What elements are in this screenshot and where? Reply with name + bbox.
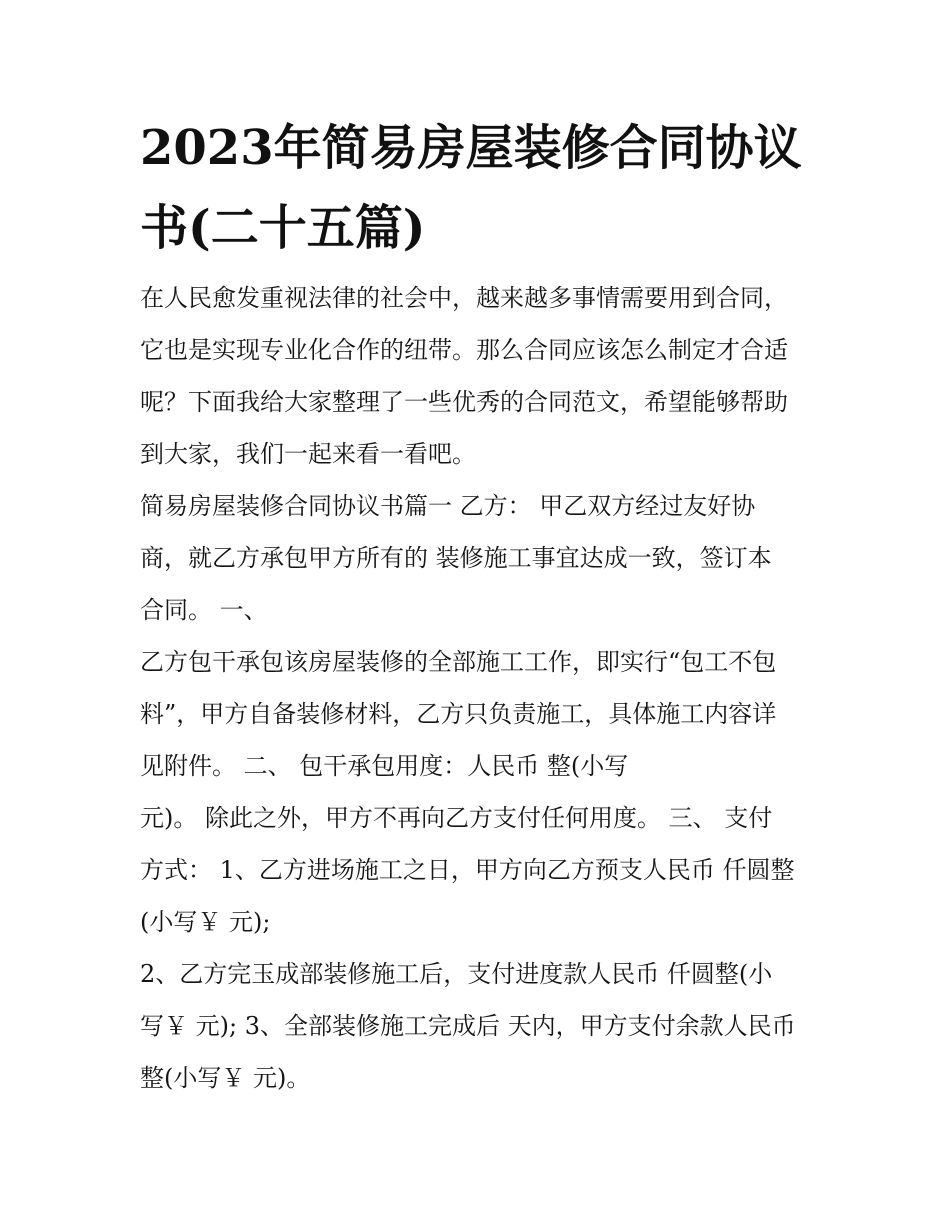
body-line-7: 合同。 一、: [140, 596, 268, 624]
body-line-14: 2、乙方完玉成部装修施工后，支付进度款人民币 仟圆整(小: [140, 960, 773, 988]
body-line-12: 方式： 1、乙方进场施工之日，甲方向乙方预支人民币 仟圆整: [140, 856, 795, 884]
body-line-1: 在人民愈发重视法律的社会中，越来越多事情需要用到合同，: [140, 284, 788, 312]
body-line-5: 简易房屋装修合同协议书篇一 乙方： 甲乙双方经过友好协: [140, 492, 756, 520]
body-line-6: 商，就乙方承包甲方所有的 装修施工事宜达成一致，签订本: [140, 544, 772, 572]
title-line-1: 2023年简易房屋装修合同协议: [140, 120, 802, 176]
title-line-2: 书(二十五篇): [140, 200, 426, 256]
body-line-11: 元)。 除此之外，甲方不再向乙方支付任何用度。 三、 支付: [140, 804, 773, 832]
body-line-13: (小写￥ 元);: [140, 908, 271, 936]
body-line-16: 整(小写￥ 元)。: [140, 1064, 311, 1092]
body-line-9: 料”，甲方自备装修材料，乙方只负责施工，具体施工内容详: [140, 700, 777, 728]
document-body: [140, 272, 830, 1104]
body-line-3: 呢？下面我给大家整理了一些优秀的合同范文，希望能够帮助: [140, 388, 788, 416]
body-line-2: 它也是实现专业化合作的纽带。那么合同应该怎么制定才合适: [140, 336, 788, 364]
body-line-15: 写￥ 元); 3、全部装修施工完成后 天内，甲方支付余款人民币: [140, 1012, 796, 1040]
document-title: [140, 108, 830, 268]
body-line-4: 到大家，我们一起来看一看吧。: [140, 440, 476, 468]
body-line-8: 乙方包干承包该房屋装修的全部施工工作，即实行“包工不包: [140, 648, 777, 676]
body-line-10: 见附件。 二、 包干承包用度：人民币 整(小写: [140, 752, 629, 780]
